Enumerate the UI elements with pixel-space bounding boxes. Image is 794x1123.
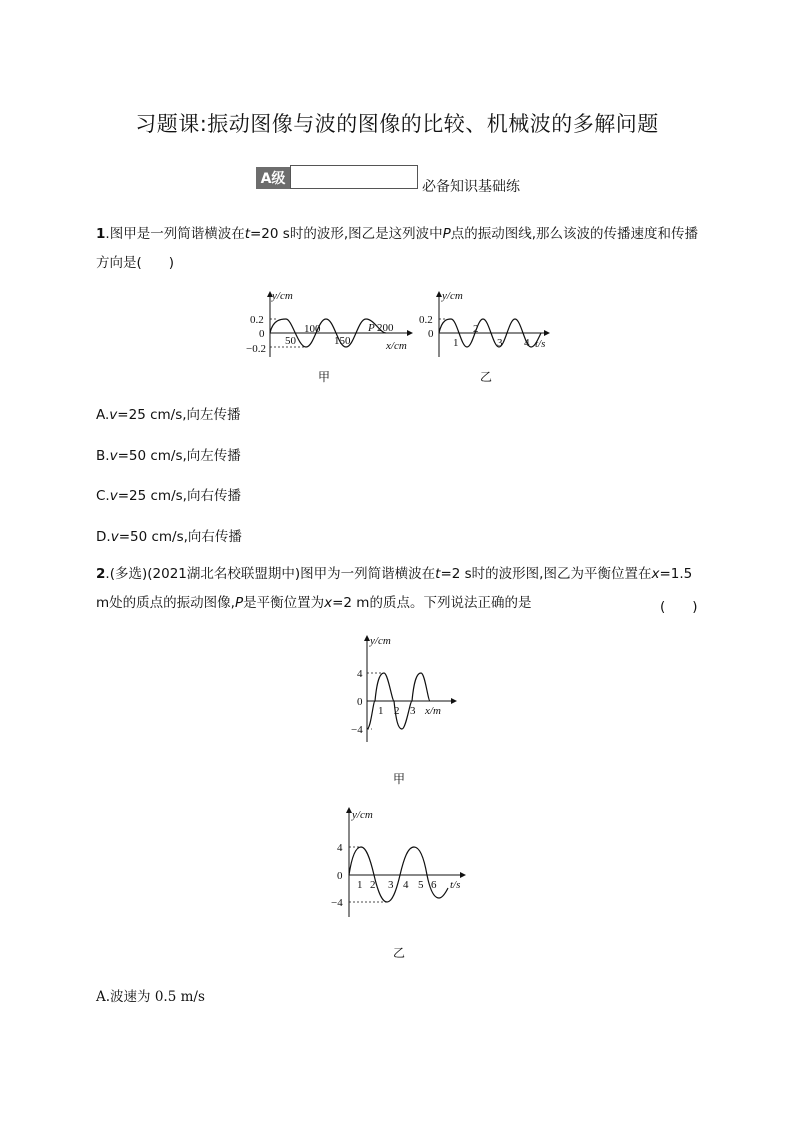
svg-text:3: 3 <box>388 879 394 891</box>
svg-text:1: 1 <box>357 879 363 891</box>
svg-text:100: 100 <box>304 323 321 335</box>
svg-text:2: 2 <box>394 705 400 717</box>
svg-text:4: 4 <box>337 842 343 854</box>
q1-option-d[interactable]: D.v=50 cm/s,向右传播 <box>96 529 242 545</box>
svg-text:0: 0 <box>259 328 265 340</box>
svg-text:3: 3 <box>410 705 416 717</box>
q1-figure-b <box>415 287 555 362</box>
t-axis-label: t/s <box>450 879 461 891</box>
y-axis-label: y/cm <box>442 290 463 302</box>
y-axis-label: y/cm <box>352 809 373 821</box>
svg-text:1: 1 <box>378 705 384 717</box>
q2-figure-b-caption: 乙 <box>393 946 406 960</box>
question-2-number: 2 <box>96 566 106 582</box>
question-1-text: 1.图甲是一列简谐横波在t=20 s时的波形,图乙是这列波中P点的振动图线,那么该波的传播速度和传播方向是( ) <box>96 226 699 271</box>
svg-text:2: 2 <box>370 879 376 891</box>
y-axis-label: y/cm <box>272 290 293 302</box>
svg-text:0.2: 0.2 <box>250 314 264 326</box>
svg-text:50: 50 <box>285 335 296 347</box>
page-title: 习题课:振动图像与波的图像的比较、机械波的多解问题 <box>135 112 659 136</box>
svg-text:4: 4 <box>357 668 363 680</box>
q2-figure-b <box>325 800 470 920</box>
svg-text:150: 150 <box>334 335 351 347</box>
svg-text:0: 0 <box>357 696 363 708</box>
level-section-title: 必备知识基础练 <box>422 179 520 195</box>
svg-text:6: 6 <box>431 879 437 891</box>
svg-text:0: 0 <box>337 870 343 882</box>
svg-text:0.2: 0.2 <box>419 314 433 326</box>
q1-option-a[interactable]: A.v=25 cm/s,向左传播 <box>96 407 241 423</box>
level-badge: A级 <box>256 167 290 189</box>
x-axis-label: x/m <box>425 705 441 717</box>
svg-text:0: 0 <box>428 328 434 340</box>
q2-figure-a <box>340 630 460 745</box>
svg-text:5: 5 <box>418 879 424 891</box>
point-p-label: P <box>368 322 375 334</box>
y-axis-label: y/cm <box>370 635 391 647</box>
svg-text:−4: −4 <box>351 724 363 736</box>
q2-figure-a-caption: 甲 <box>393 772 406 786</box>
level-box <box>290 165 418 189</box>
q1-option-b[interactable]: B.v=50 cm/s,向左传播 <box>96 448 241 464</box>
q1-figure-a-caption: 甲 <box>318 370 331 384</box>
t-axis-label: t/s <box>535 338 546 350</box>
svg-text:3: 3 <box>497 337 503 349</box>
svg-text:−4: −4 <box>331 897 343 909</box>
svg-text:4: 4 <box>403 879 409 891</box>
svg-text:200: 200 <box>377 322 394 334</box>
question-2-text: 2.(多选)(2021湖北名校联盟期中)图甲为一列简谐横波在t=2 s时的波形图,图乙为平衡位置在x=1.5 m处的质点的振动图像,P是平衡位置为x=2 m的质点。下列说法正确的是 <box>96 566 693 611</box>
x-axis-label: x/cm <box>386 340 407 352</box>
q1-figure-a <box>240 287 415 362</box>
question-1-number: 1 <box>96 226 106 242</box>
svg-text:1: 1 <box>453 337 459 349</box>
q1-option-c[interactable]: C.v=25 cm/s,向右传播 <box>96 488 241 504</box>
answer-paren: ( ) <box>660 599 698 615</box>
q1-figure-b-caption: 乙 <box>480 370 493 384</box>
svg-text:4: 4 <box>524 337 530 349</box>
q2-option-a[interactable]: A.波速为 0.5 m/s <box>96 989 205 1005</box>
svg-text:2: 2 <box>473 323 479 335</box>
svg-text:−0.2: −0.2 <box>246 343 266 355</box>
